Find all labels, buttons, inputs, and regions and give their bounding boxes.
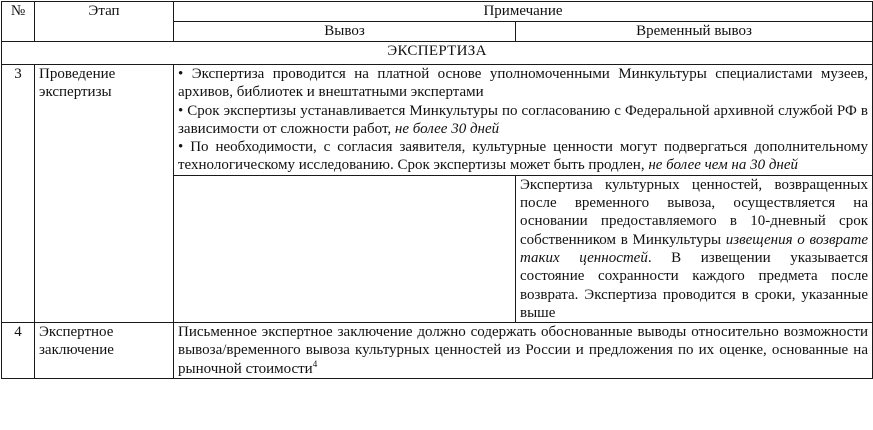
header-stage: Этап (35, 2, 174, 42)
row3-temp-export-cell (516, 175, 873, 322)
section-title: ЭКСПЕРТИЗА (2, 42, 873, 65)
header-row-top (2, 2, 873, 22)
row3-bullet-3-text: • По необходимости, с согласия заявителя, культурные ценности могут подвергаться дополнительному технологическому исследованию. Срок экспертизы может быть продлен, (178, 139, 868, 174)
row3-temp-italic: извещения о возврате таких ценностей (520, 231, 868, 266)
table-row-4 (2, 323, 873, 379)
row4-text: Письменное экспертное заключение должно содержать обоснованные выводы относительно возможности вывоза/временного вывоза культурных ценностей из России и предложения по их оценке, основанные на рыночной стоимости (178, 324, 868, 377)
row3-bullet-2-italic: не более 30 дней (394, 120, 500, 137)
row3-temp-text-2: . В извещении указывается состояние сохранности каждого предмета после возврата. Экспертиза проводится в сроки, указанные выше (520, 249, 868, 321)
row4-note (174, 323, 873, 379)
row4-footnote: 4 (312, 358, 318, 369)
header-temp-export: Временный вывоз (516, 22, 873, 42)
section-row (2, 42, 873, 65)
row3-bullet-3-italic: не более чем на 30 дней (648, 157, 799, 174)
row3-export-cell (174, 175, 516, 322)
row4-stage: Экспертное заключение (35, 323, 174, 379)
table-row-3 (2, 65, 873, 176)
expertise-table (1, 1, 873, 379)
header-note: Примечание (174, 2, 873, 22)
row3-stage: Проведение экспертизы (35, 65, 174, 323)
row3-bullet-1: • Экспертиза проводится на платной основе уполномоченными Минкультуры специалистами музеев, архивов, библиотек и внештатными экспертами (178, 66, 868, 101)
row3-temp-text-1: Экспертиза культурных ценностей, возвращенных после временного вывоза, осуществляется на основании предоставляемого в 10-дневный срок собственником в Минкультуры (520, 176, 868, 248)
row4-num: 4 (2, 323, 35, 379)
row3-bullet-3 (178, 138, 868, 175)
row3-bullet-2-text: • Срок экспертизы устанавливается Минкультуры по согласованию с Федеральной архивной службой РФ в зависимости от сложности работ, (178, 102, 868, 137)
row3-num: 3 (2, 65, 35, 323)
header-export: Вывоз (174, 22, 516, 42)
row3-bullet-2 (178, 102, 868, 139)
row3-common-notes (174, 65, 873, 176)
header-num: № (2, 2, 35, 42)
